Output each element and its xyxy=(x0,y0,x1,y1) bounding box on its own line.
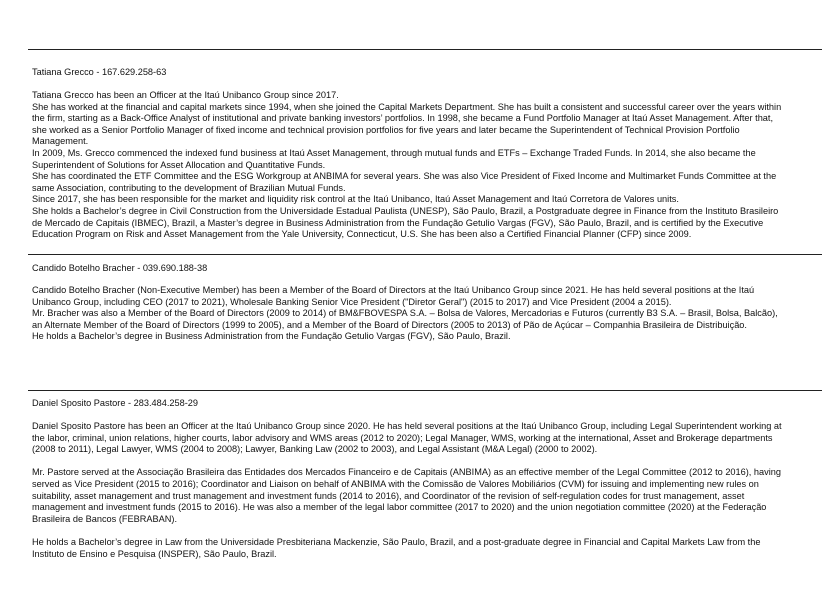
bio-paragraph: In 2009, Ms. Grecco commenced the indexed fund business at Itaú Asset Management, through mutual funds and ETFs – Exchange Traded Funds. In 2014, she also became the Superintendent of Solutions for Asset Allocation and Quantitative Funds. xyxy=(32,147,756,170)
person-heading: Tatiana Grecco - 167.629.258-63 xyxy=(32,67,167,77)
bio-paragraph: She has worked at the financial and capital markets since 1994, when she joined the Capital Markets Department. She has built a consistent and successful career over the years within the firm, starting as a Back-Office Analyst of institutional and private banking investors’ portfolios. In 1998, she became a Fund Portfolio Manager at Itaú Asset Management. After that, she worked as a Senior Portfolio Manager of fixed income and technical provision portfolios for five years and later became the Superintendent of Technical Provision Portfolio Management. xyxy=(32,101,782,147)
bio-paragraph: Daniel Sposito Pastore has been an Officer at the Itaú Unibanco Group since 2020. He has held several positions at the Itaú Unibanco Group, including Legal Superintendent working at the labor, criminal, union relations, higher courts, labor advisory and WMS areas (2012 to 2020); Legal Manager, WMS, working at the international, Asset and Brokerage departments (2008 to 2011), Legal Lawyer, WMS (2004 to 2008); Lawyer, Banking Law (2002 to 2003), and Legal Assistant (M&A Legal) (2000 to 2002). xyxy=(32,421,782,455)
bio-paragraph: He holds a Bachelor’s degree in Business Administration from the Fundação Getulio Vargas (FGV), São Paulo, Brazil. xyxy=(32,331,511,342)
person-bio xyxy=(32,90,784,241)
bio-paragraph: Tatiana Grecco has been an Officer at the Itaú Unibanco Group since 2017. xyxy=(32,90,339,100)
divider xyxy=(28,390,822,391)
person-heading: Candido Botelho Bracher - 039.690.188-38 xyxy=(32,263,208,273)
person-bio xyxy=(32,421,784,560)
bio-paragraph: Candido Botelho Bracher (Non-Executive Member) has been a Member of the Board of Directors at the Itaú Unibanco Group since 2021. He has held several positions at the Itaú Unibanco Group, including CEO (2017 to 2021), Wholesale Banking Senior Vice President ("Diretor Geral") (2015 to 2017) and Vice President (2004 a 2015). xyxy=(32,285,755,307)
bio-paragraph: Since 2017, she has been responsible for the market and liquidity risk control at the Itaú Unibanco, Itaú Asset Management and Itaú Corretora de Valores units. xyxy=(32,194,679,205)
bio-paragraph: She holds a Bachelor’s degree in Civil Construction from the Universidade Estadual Paulista (UNESP), São Paulo, Brazil, a Postgraduate degree in Finance from the Instituto Brasileiro de Mercado de Capitais (IBMEC), Brazil, a Master’s degree in Business Administration from the Fundação Getulio Vargas (FGV), São Paulo, Brazil, and is certified by the Executive Education Program on Risk and Asset Management from the Yale University, Connecticut, U.S. She has been also a Certified Financial Planner (CFP) since 2009. xyxy=(32,205,779,240)
bio-paragraph: Mr. Bracher was also a Member of the Board of Directors (2009 to 2014) of BM&FBOVESPA S.A. – Bolsa de Valores, Mercadorias e Futuros (currently B3 S.A. – Brasil, Bolsa, Balcão), an Alternate Member of the Board of Directors (1999 to 2005), and a Member of the Board of Directors (2005 to 2013) of Pão de Açúcar – Companhia Brasileira de Distribuição. xyxy=(32,308,778,330)
bio-paragraph: Mr. Pastore served at the Associação Brasileira das Entidades dos Mercados Financeiro e de Capitais (ANBIMA) as an effective member of the Legal Committee (2012 to 2016), having served as Vice President (2015 to 2016); Coordinator and Liaison on behalf of ANBIMA with the Comissão de Valores Mobiliários (CVM) for issuing and implementing new rules on suitability, asset management and trust management and investment funds (2014 to 2016), and Coordinator of the revision of self-regulation codes for trust management, asset management and investment funds (2015 to 2016). He was also a member of the legal labor committee (2017 to 2020) and the union negotiation committee (2020) at the Federação Brasileira de Bancos (FEBRABAN). xyxy=(32,467,781,524)
divider xyxy=(28,254,822,255)
person-bio xyxy=(32,285,784,343)
bio-paragraph: He holds a Bachelor’s degree in Law from the Universidade Presbiteriana Mackenzie, São Paulo, Brazil, and a post-graduate degree in Financial and Capital Markets Law from the Instituto de Ensino e Pesquisa (INSPER), São Paulo, Brazil. xyxy=(32,536,761,559)
divider-top xyxy=(28,49,822,50)
bio-paragraph: She has coordinated the ETF Committee and the ESG Workgroup at ANBIMA for several years. She was also Vice President of Fixed Income and Multimarket Funds Committee at the same Association, contributing to the development of Brazilian Mutual Funds. xyxy=(32,171,777,193)
person-heading: Daniel Sposito Pastore - 283.484.258-29 xyxy=(32,398,198,408)
